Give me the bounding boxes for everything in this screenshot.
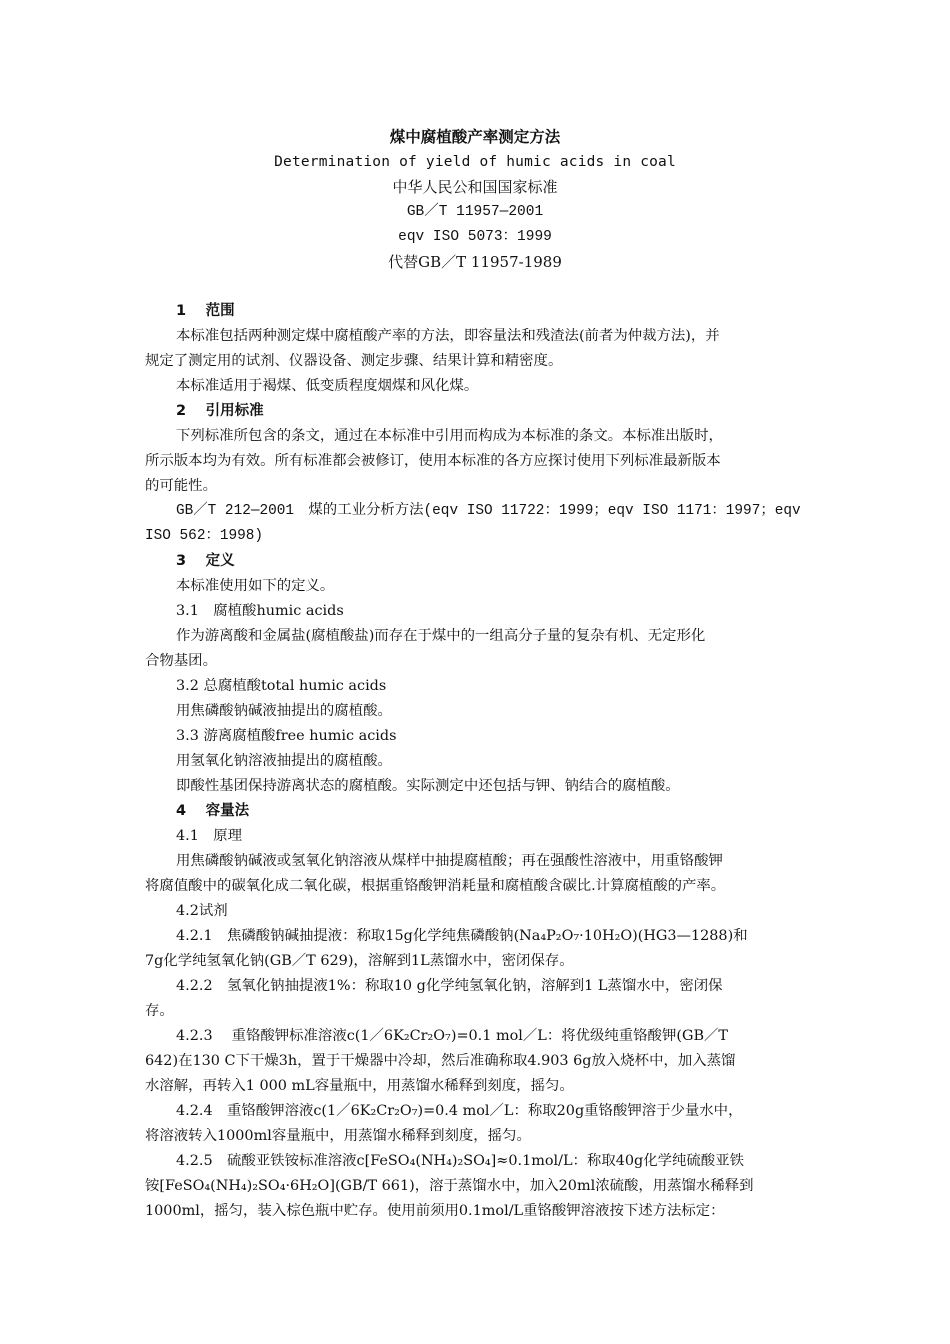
body-line: 本标准适用于褐煤、低变质程度烟煤和风化煤。 (176, 378, 479, 394)
section-heading-volumetric-method: 4 容量法 (176, 803, 250, 819)
body-line: 将溶液转入1000ml容量瓶中，用蒸馏水稀释到刻度，摇匀。 (145, 1128, 531, 1144)
body-line: 用氢氧化钠溶液抽提出的腐植酸。 (176, 753, 392, 769)
body-line: 本标准使用如下的定义。 (176, 578, 335, 594)
issuer-line: 中华人民公和国国家标准 (392, 178, 558, 196)
body-line: 规定了测定用的试剂、仪器设备、测定步骤、结果计算和精密度。 (145, 353, 563, 369)
body-line: 7g化学纯氢氧化钠(GB／T 629)，溶解到1L蒸馏水中，密闭保存。 (145, 953, 574, 969)
body-line: 4.2.4 重铬酸钾溶液c(1／6K₂Cr₂O₇)=0.4 mol／L：称取20g重铬酸钾溶于少量水中， (176, 1103, 743, 1119)
section-heading-references: 2 引用标准 (176, 403, 264, 419)
body-line: 642)在130 C下干燥3h，置于干燥器中冷却，然后准确称取4.903 6g放入烧杯中，加入蒸馏 (145, 1053, 736, 1069)
body-line: 1000ml，摇匀，装入棕色瓶中贮存。使用前须用0.1mol/L重铬酸钾溶液按下述方法标定： (145, 1203, 725, 1219)
subsection-heading: 4.2试剂 (176, 903, 228, 919)
body-line: 即酸性基团保持游离状态的腐植酸。实际测定中还包括与钾、钠结合的腐植酸。 (176, 778, 680, 794)
body-line: 水溶解，再转入1 000 mL容量瓶中，用蒸馏水稀释到刻度，摇匀。 (145, 1078, 574, 1094)
document-title: 煤中腐植酸产率测定方法 (389, 127, 561, 146)
definition-term: 3.1 腐植酸humic acids (176, 603, 344, 619)
body-line: 4.2.3 重铬酸钾标准溶液c(1／6K₂Cr₂O₇)=0.1 mol／L：将优级纯重铬酸钾(GB／T (176, 1028, 729, 1044)
body-line: 所示版本均为有效。所有标准都会被修订，使用本标准的各方应探讨使用下列标准最新版本 (145, 453, 721, 469)
reference-line: ISO 562：1998) (145, 528, 264, 544)
body-line: 铵[FeSO₄(NH₄)₂SO₄·6H₂O](GB/T 661)，溶于蒸馏水中，加入20ml浓硫酸，用蒸馏水稀释到 (145, 1178, 754, 1194)
body-line: 作为游离酸和金属盐(腐植酸盐)而存在于煤中的一组高分子量的复杂有机、无定形化 (176, 628, 706, 644)
english-title: Determination of yield of humic acids in coal (274, 154, 676, 170)
definition-term: 3.3 游离腐植酸free humic acids (176, 728, 397, 744)
body-line: 4.2.2 氢氧化钠抽提液1%：称取10 g化学纯氢氧化钠，溶解到1 L蒸馏水中，密闭保 (176, 978, 723, 994)
definition-term: 3.2 总腐植酸total humic acids (176, 678, 387, 694)
body-line: 存。 (145, 1003, 174, 1019)
subsection-heading: 4.1 原理 (176, 828, 243, 844)
body-line: 用焦磷酸钠碱液或氢氧化钠溶液从煤样中抽提腐植酸；再在强酸性溶液中，用重铬酸钾 (176, 853, 723, 869)
reference-line: GB／T 212—2001 煤的工业分析方法(eqv ISO 11722：1999；eqv ISO 1171：1997；eqv (176, 503, 801, 519)
equivalence-line: eqv ISO 5073：1999 (398, 229, 552, 245)
replaces-line: 代替GB／T 11957-1989 (388, 253, 562, 271)
body-line: 4.2.1 焦磷酸钠碱抽提液：称取15g化学纯焦磷酸钠(Na₄P₂O₇·10H₂O)(HG3—1288)和 (176, 928, 748, 944)
standard-number: GB／T 11957—2001 (406, 204, 544, 220)
body-line: 用焦磷酸钠碱液抽提出的腐植酸。 (176, 703, 392, 719)
section-heading-scope: 1 范围 (176, 303, 235, 319)
body-line: 将腐值酸中的碳氧化成二氧化碳，根据重铬酸钾消耗量和腐植酸含碳比.计算腐植酸的产率。 (145, 878, 726, 894)
body-line: 合物基团。 (145, 653, 217, 669)
body-line: 下列标准所包含的条文，通过在本标准中引用而构成为本标准的条文。本标准出版时， (176, 428, 723, 444)
body-line: 本标准包括两种测定煤中腐植酸产率的方法，即容量法和残渣法(前者为仲裁方法)，并 (176, 328, 720, 344)
body-line: 4.2.5 硫酸亚铁铵标准溶液c[FeSO₄(NH₄)₂SO₄]≈0.1mol/L：称取40g化学纯硫酸亚铁 (176, 1153, 744, 1169)
body-line: 的可能性。 (145, 478, 217, 494)
section-heading-definitions: 3 定义 (176, 553, 235, 569)
